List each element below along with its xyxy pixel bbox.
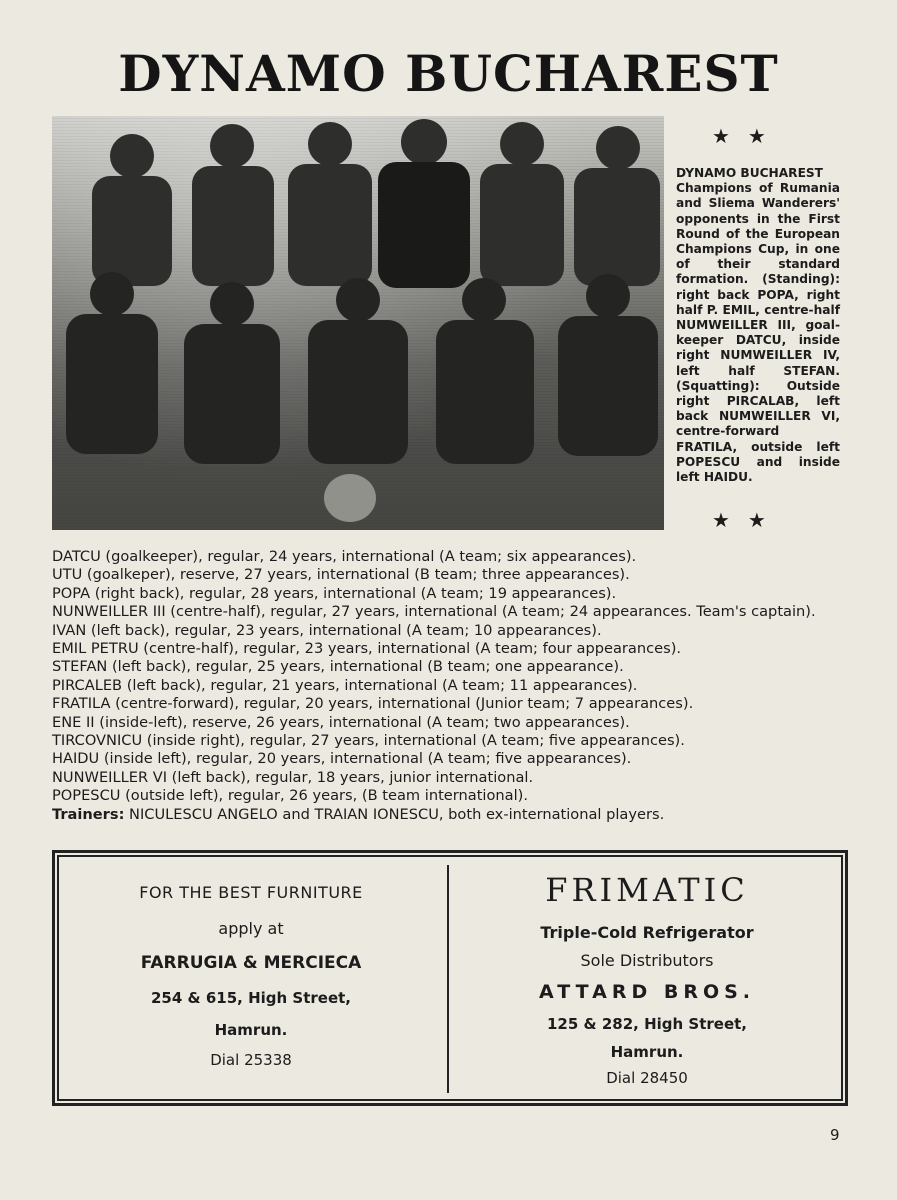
roster-line: POPA (right back), regular, 28 years, international (A team; 19 appearances). [52, 584, 617, 602]
ad-right-product: Triple-Cold Refrigerator [540, 923, 754, 942]
team-photo-illustration [52, 116, 664, 530]
caption-text: Champions of Rumania and Sliema Wanderers' opponents in the First Round of the European Champions Cup, in one of their standard formation. (Standing): right back POPA, right half P. EMIL, centre-half NUMWEILLER III, goal-keeper DATCU, inside right NUMWEILLER IV, left half STEFAN. (Squatting): Outside right PIRCALAB, left back NUMWEILLER VI, centre-forward FRATILA, outside left POPESCU and inside left HAIDU. [676, 181, 840, 485]
photo-caption [676, 166, 840, 485]
player-roster [52, 548, 852, 824]
roster-line: STEFAN (left back), regular, 25 years, international (B team; one appearance). [52, 658, 624, 676]
ad-left-line2: apply at [218, 919, 284, 938]
trainers-label: Trainers: [52, 805, 125, 823]
roster-line: ENE II (inside-left), reserve, 26 years, international (A team; two appearances). [52, 713, 630, 731]
roster-line: UTU (goalkeper), reserve, 27 years, international (B team; three appearances). [52, 566, 630, 584]
team-photo [52, 116, 664, 530]
page-number: 9 [830, 1126, 840, 1144]
ad-left-company: FARRUGIA & MERCIECA [140, 953, 362, 973]
decorative-stars-top: ★★ [712, 124, 784, 148]
page-title: DYNAMO BUCHAREST [118, 44, 779, 103]
ad-left-phone: Dial 25338 [210, 1051, 292, 1069]
ad-right-role: Sole Distributors [580, 951, 714, 970]
advertisement-box [52, 850, 848, 1106]
ad-left-line1: FOR THE BEST FURNITURE [139, 883, 363, 902]
roster-line: POPESCU (outside left), regular, 26 years, (B team international). [52, 787, 528, 805]
ad-right-town: Hamrun. [610, 1043, 684, 1061]
roster-line: FRATILA (centre-forward), regular, 20 years, international (Junior team; 7 appearances). [52, 695, 694, 713]
roster-line: EMIL PETRU (centre-half), regular, 23 years, international (A team; four appearances). [52, 640, 682, 658]
caption-heading: DYNAMO BUCHAREST [676, 166, 823, 180]
refrigerator-ad [449, 853, 845, 1103]
ad-right-address: 125 & 282, High Street, [547, 1015, 747, 1033]
ad-right-phone: Dial 28450 [606, 1069, 688, 1087]
roster-line: TIRCOVNICU (inside right), regular, 27 years, international (A team; five appearances). [52, 732, 685, 750]
ad-left-address: 254 & 615, High Street, [151, 989, 351, 1007]
ad-right-company: ATTARD BROS. [539, 981, 755, 1003]
roster-line: IVAN (left back), regular, 23 years, international (A team; 10 appearances). [52, 621, 602, 639]
ad-left-town: Hamrun. [214, 1021, 288, 1039]
roster-line: HAIDU (inside left), regular, 20 years, international (A team; five appearances). [52, 750, 632, 768]
furniture-ad [55, 853, 447, 1103]
roster-line: PIRCALEB (left back), regular, 21 years, international (A team; 11 appearances). [52, 676, 638, 694]
trainers-line [52, 806, 852, 824]
decorative-stars-bottom: ★★ [712, 508, 784, 532]
roster-line: NUNWEILLER III (centre-half), regular, 27 years, international (A team; 24 appearances. Team's captain). [52, 603, 816, 621]
trainers-text: NICULESCU ANGELO and TRAIAN IONESCU, both ex-international players. [129, 805, 665, 823]
ad-right-brand: FRIMATIC [545, 871, 749, 909]
roster-line: DATCU (goalkeeper), regular, 24 years, international (A team; six appearances). [52, 548, 637, 565]
roster-line: NUNWEILLER VI (left back), regular, 18 years, junior international. [52, 768, 534, 786]
